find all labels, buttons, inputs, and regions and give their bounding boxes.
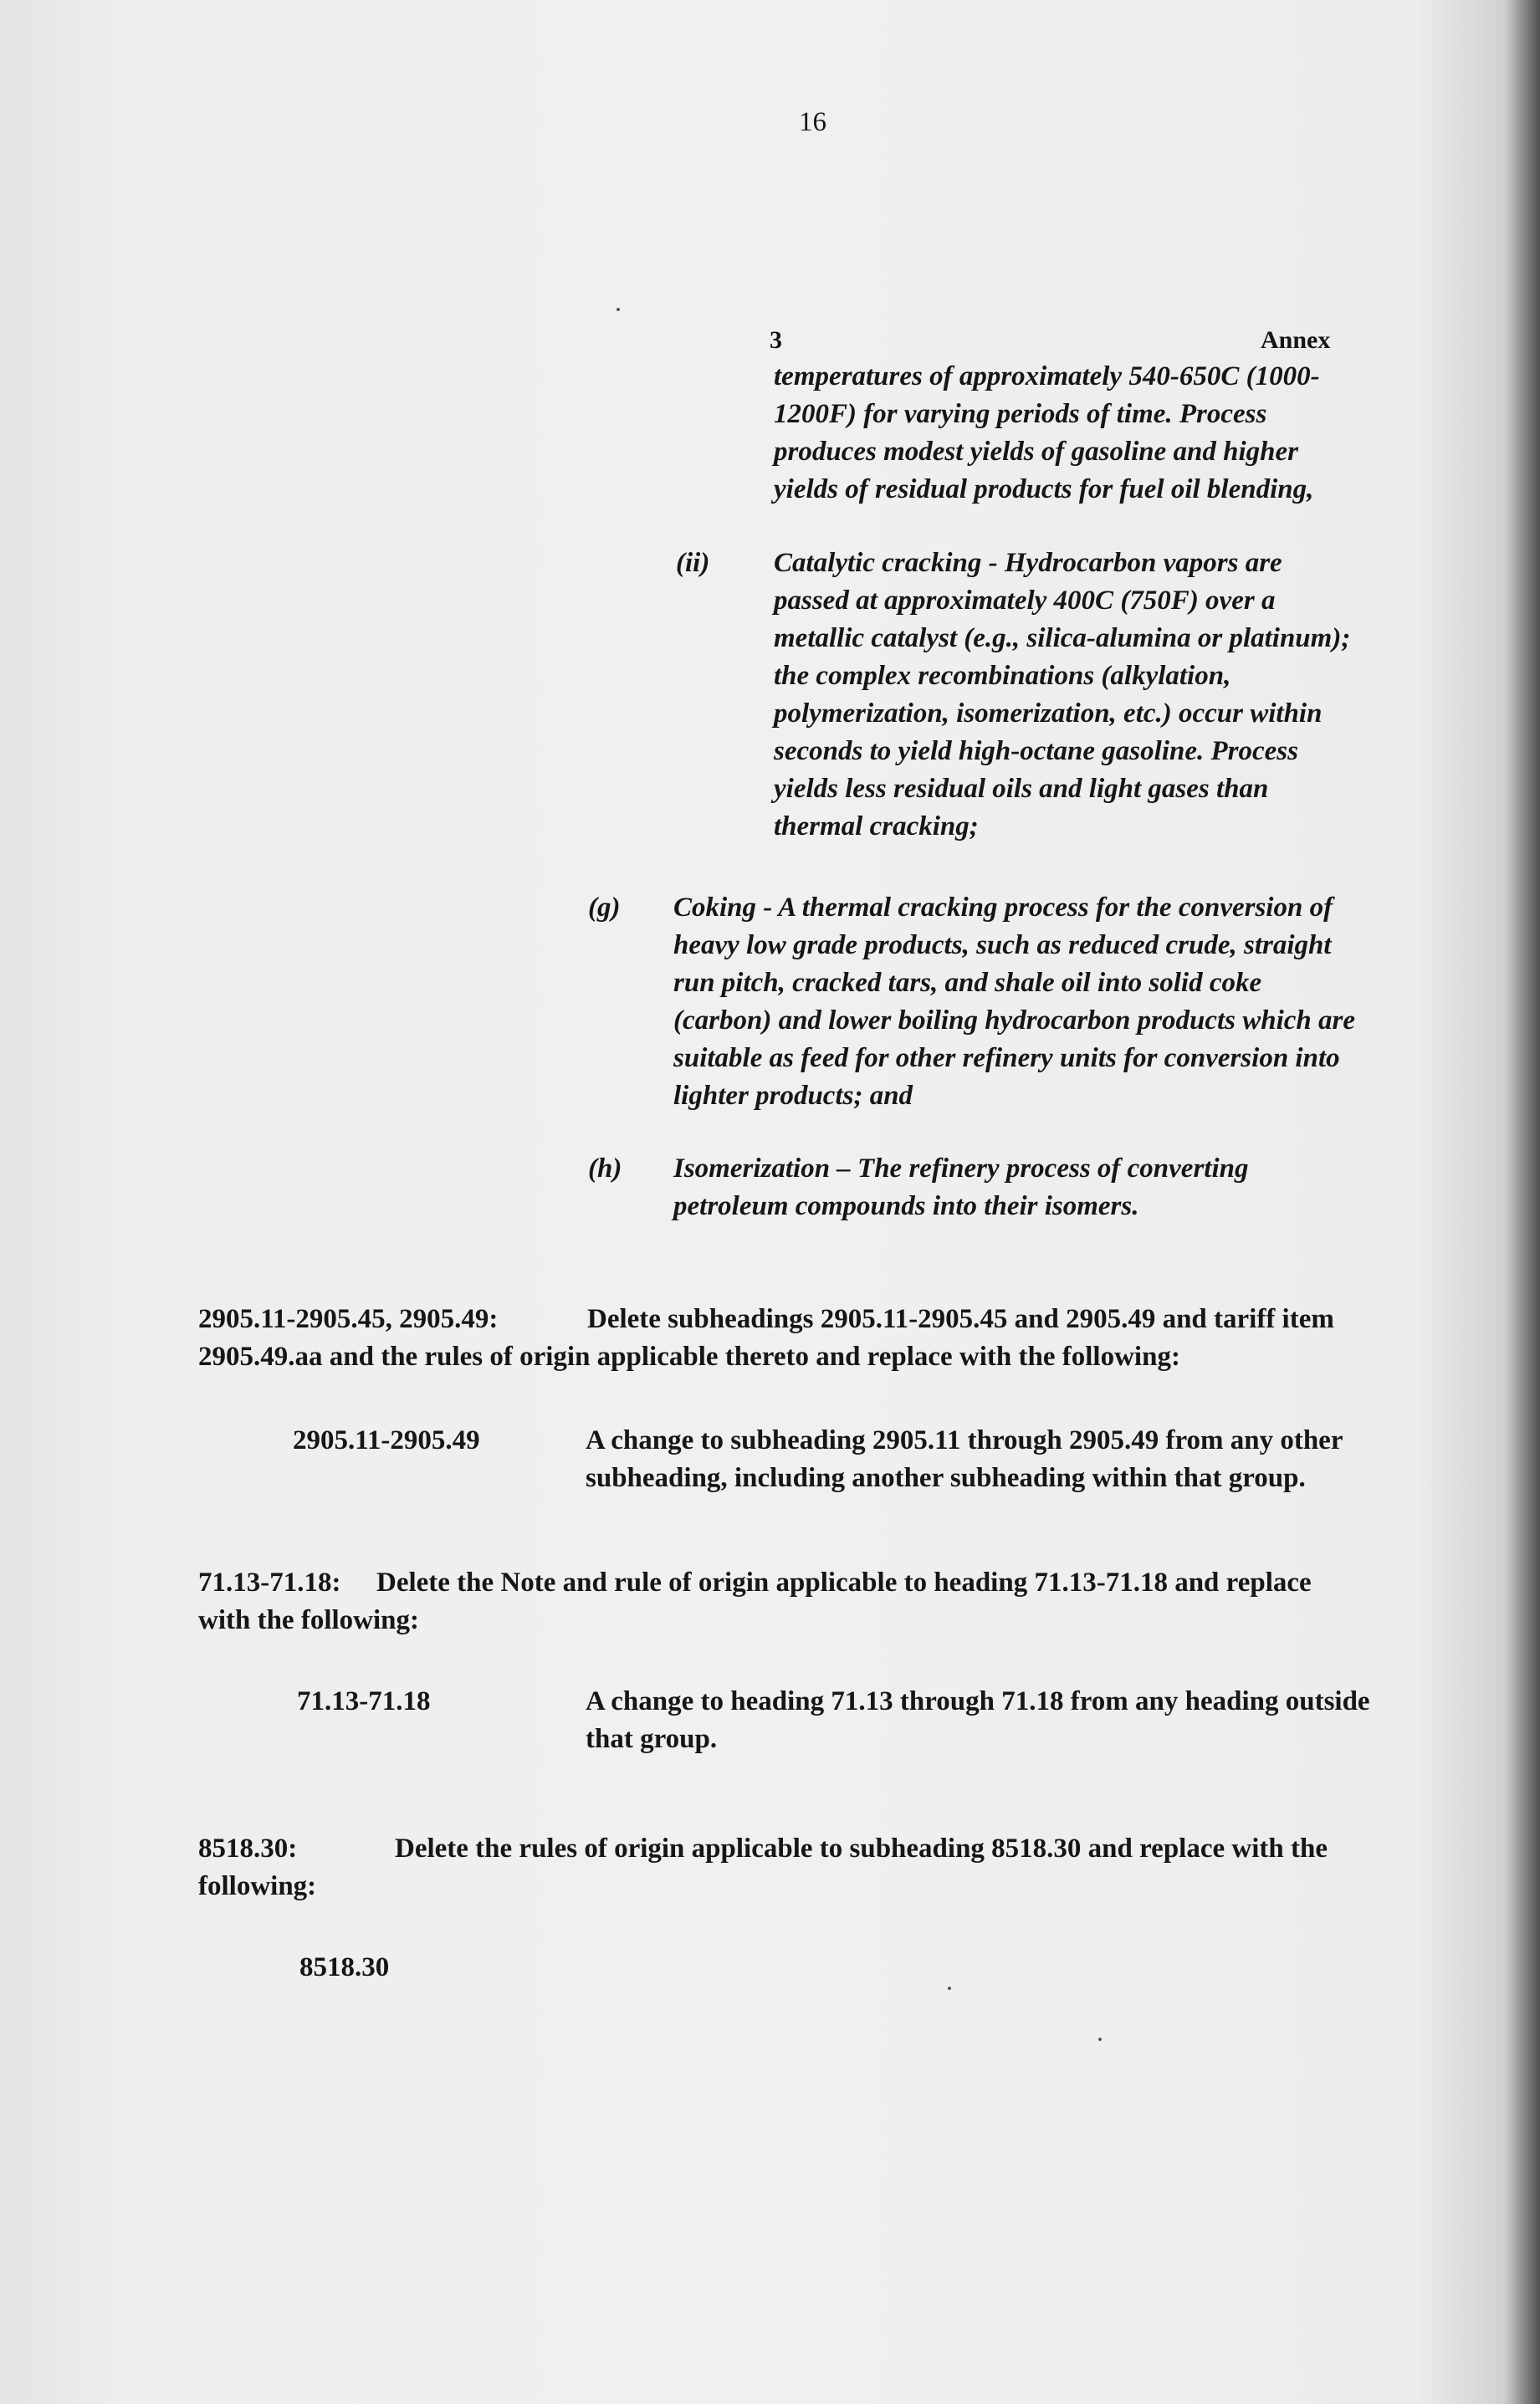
- text-line: thermal cracking;: [774, 811, 979, 841]
- list-marker: (h): [588, 1153, 622, 1184]
- page-edge-shadow: [1503, 0, 1540, 2404]
- scan-speck: [617, 308, 620, 311]
- text-line: lighter products; and: [673, 1081, 913, 1111]
- text-line: A change to subheading 2905.11 through 2905.49 from any other: [586, 1425, 1343, 1455]
- text-line: metallic catalyst (e.g., silica-alumina or platinum);: [774, 623, 1351, 653]
- amendment-text: Delete subheadings 2905.11-2905.45 and 2905.49 and tariff item: [587, 1304, 1334, 1334]
- amendment-text: following:: [198, 1871, 317, 1901]
- page-number: 16: [799, 107, 826, 137]
- text-line: A change to heading 71.13 through 71.18 from any heading outside: [586, 1686, 1370, 1716]
- sub-page-number: 3: [770, 326, 782, 354]
- text-line: suitable as feed for other refinery units for conversion into: [673, 1043, 1340, 1073]
- scan-speck: [1098, 2038, 1102, 2041]
- rule-code: 71.13-71.18: [297, 1686, 431, 1716]
- amendment-heading: 2905.11-2905.45, 2905.49:: [198, 1304, 499, 1334]
- text-line: petroleum compounds into their isomers.: [673, 1191, 1139, 1221]
- list-item-isomerization: [673, 1150, 1248, 1225]
- text-line: Coking - A thermal cracking process for the conversion of: [673, 893, 1333, 923]
- text-line: 1200F) for varying periods of time. Process: [774, 399, 1267, 429]
- amendment-text: Delete the Note and rule of origin applicable to heading 71.13-71.18 and replace: [376, 1568, 1312, 1598]
- list-marker: (g): [588, 893, 621, 923]
- rule-of-origin: [586, 1683, 1370, 1758]
- annex-label: Annex: [1261, 326, 1331, 354]
- text-line: Catalytic cracking - Hydrocarbon vapors are: [774, 548, 1282, 578]
- scan-speck: [948, 1987, 951, 1990]
- list-marker: (ii): [676, 548, 710, 578]
- amendment-text: Delete the rules of origin applicable to subheading 8518.30 and replace with the: [395, 1834, 1328, 1864]
- amendment-heading: 71.13-71.18:: [198, 1568, 341, 1598]
- list-item-coking: [673, 889, 1355, 1115]
- text-line: temperatures of approximately 540-650C (1000-: [774, 361, 1320, 391]
- text-line: yields less residual oils and light gases than: [774, 774, 1269, 804]
- text-line: passed at approximately 400C (750F) over a: [774, 586, 1276, 616]
- continuation-paragraph: [774, 358, 1320, 509]
- list-item-catalytic-cracking: [774, 545, 1350, 846]
- text-line: the complex recombinations (alkylation,: [774, 661, 1231, 691]
- text-line: yields of residual products for fuel oil blending,: [774, 474, 1314, 504]
- text-line: Isomerization – The refinery process of converting: [673, 1153, 1249, 1184]
- text-line: heavy low grade products, such as reduced crude, straight: [673, 930, 1332, 960]
- amendment-text: 2905.49.aa and the rules of origin applicable thereto and replace with the following:: [198, 1342, 1180, 1372]
- text-line: produces modest yields of gasoline and higher: [774, 437, 1299, 467]
- rule-code: 2905.11-2905.49: [293, 1425, 480, 1455]
- text-line: seconds to yield high-octane gasoline. Process: [774, 736, 1298, 766]
- text-line: subheading, including another subheading within that group.: [586, 1463, 1306, 1493]
- text-line: (carbon) and lower boiling hydrocarbon products which are: [673, 1005, 1356, 1036]
- rule-of-origin: [586, 1422, 1343, 1497]
- rule-code: 8518.30: [299, 1952, 390, 1982]
- amendment-heading: 8518.30:: [198, 1834, 298, 1864]
- text-line: polymerization, isomerization, etc.) occur within: [774, 698, 1323, 729]
- text-line: that group.: [586, 1724, 718, 1754]
- text-line: run pitch, cracked tars, and shale oil into solid coke: [673, 968, 1262, 998]
- amendment-text: with the following:: [198, 1605, 419, 1635]
